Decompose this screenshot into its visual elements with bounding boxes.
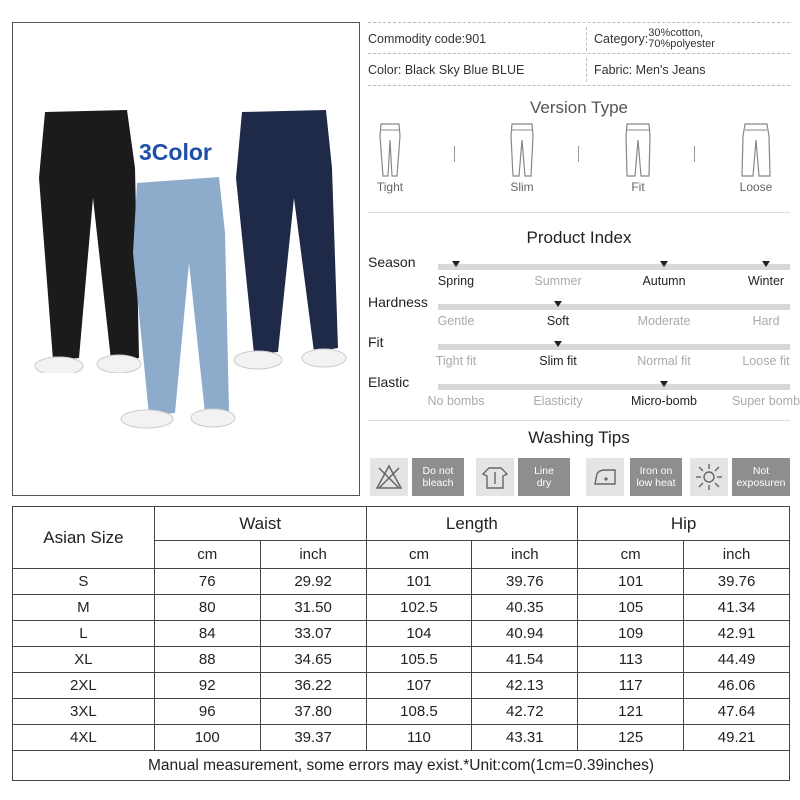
spec-row-2 <box>368 54 790 86</box>
index-marker <box>554 301 562 307</box>
spec-divider <box>586 27 587 51</box>
index-marker <box>762 261 770 267</box>
size-value: 36.22 <box>260 673 366 699</box>
index-marker <box>660 381 668 387</box>
size-value: 31.50 <box>260 595 366 621</box>
size-label: L <box>13 621 155 647</box>
wash-tip-text <box>518 458 570 496</box>
index-option: Elasticity <box>533 394 583 408</box>
index-option: Super bomb <box>731 394 800 408</box>
size-label: S <box>13 569 155 595</box>
wash-tip-line: dry <box>536 477 552 489</box>
version-tight <box>360 122 420 194</box>
size-value: 107 <box>366 673 472 699</box>
size-value: 49.21 <box>684 725 790 751</box>
size-value: 47.64 <box>684 699 790 725</box>
size-value: 42.72 <box>472 699 578 725</box>
index-option: Hard <box>752 314 780 328</box>
iron-icon <box>586 458 624 496</box>
wash-tip-line: exposuren <box>736 477 786 489</box>
version-separator <box>694 146 695 162</box>
index-marker <box>660 261 668 267</box>
asian-size-header: Asian Size <box>13 507 155 569</box>
size-table-group-row <box>13 507 790 541</box>
size-value: 101 <box>366 569 472 595</box>
size-value: 44.49 <box>684 647 790 673</box>
size-value: 40.94 <box>472 621 578 647</box>
size-value: 29.92 <box>260 569 366 595</box>
size-label: 2XL <box>13 673 155 699</box>
size-value: 102.5 <box>366 595 472 621</box>
wash-tip-line: Line <box>534 465 554 477</box>
wash-tip-line: low heat <box>636 477 676 489</box>
wash-tip-line: bleach <box>422 477 454 489</box>
size-value: 100 <box>154 725 260 751</box>
version-label: Slim <box>510 180 534 194</box>
index-option: Loose fit <box>742 354 790 368</box>
category <box>594 23 790 55</box>
fabric-spec: Fabric: Men's Jeans <box>594 63 706 77</box>
hip-header: Hip <box>578 507 790 541</box>
sky-blue-jeans-image <box>113 173 238 431</box>
index-option: Winter <box>747 274 785 288</box>
tight-jeans-icon <box>375 122 405 178</box>
index-option: Autumn <box>642 274 686 288</box>
spec-panel <box>368 22 800 496</box>
size-row <box>13 647 790 673</box>
size-table-footer-row <box>13 751 790 781</box>
section-divider <box>368 212 790 213</box>
size-label: 3XL <box>13 699 155 725</box>
line-dry-icon <box>476 458 514 496</box>
size-value: 88 <box>154 647 260 673</box>
version-label: Loose <box>739 180 773 194</box>
size-value: 76 <box>154 569 260 595</box>
unit-header: cm <box>154 541 260 569</box>
index-track <box>438 384 790 390</box>
index-track <box>438 264 790 270</box>
spec-row-1 <box>368 22 790 54</box>
size-value: 92 <box>154 673 260 699</box>
size-value: 105.5 <box>366 647 472 673</box>
index-option: Gentle <box>437 314 475 328</box>
size-value: 105 <box>578 595 684 621</box>
index-option: Normal fit <box>637 354 691 368</box>
spec-divider <box>586 58 587 82</box>
version-label: Fit <box>631 180 645 194</box>
wash-tip-text <box>630 458 682 496</box>
version-type-title: Version Type <box>530 98 628 117</box>
wash-tip-line: Do not <box>422 465 454 477</box>
size-value: 109 <box>578 621 684 647</box>
size-row <box>13 621 790 647</box>
size-value: 108.5 <box>366 699 472 725</box>
size-value: 37.80 <box>260 699 366 725</box>
length-header: Length <box>366 507 578 541</box>
version-loose <box>726 122 786 194</box>
color-spec: Color: Black Sky Blue BLUE <box>368 63 525 77</box>
no-bleach-icon <box>370 458 408 496</box>
size-value: 33.07 <box>260 621 366 647</box>
unit-header: inch <box>260 541 366 569</box>
index-option: Summer <box>534 274 582 288</box>
index-label: Season <box>368 254 416 270</box>
size-value: 41.34 <box>684 595 790 621</box>
size-value: 41.54 <box>472 647 578 673</box>
index-track <box>438 304 790 310</box>
wash-tip-text <box>732 458 790 496</box>
washing-tips-title: Washing Tips <box>528 428 630 447</box>
category-value-line-1: 30%cotton, <box>648 27 704 39</box>
commodity-code: Commodity code:901 <box>368 32 487 46</box>
waist-header: Waist <box>154 507 366 541</box>
unit-header: cm <box>578 541 684 569</box>
unit-header: cm <box>366 541 472 569</box>
index-option: No bombs <box>427 394 485 408</box>
measurement-note: Manual measurement, some errors may exist.*Unit:com(1cm=0.39inches) <box>13 751 790 781</box>
size-value: 42.13 <box>472 673 578 699</box>
fit-jeans-icon <box>623 122 653 178</box>
product-photo-panel <box>12 22 360 496</box>
size-value: 43.31 <box>472 725 578 751</box>
size-value: 101 <box>578 569 684 595</box>
size-row <box>13 595 790 621</box>
index-label: Fit <box>368 334 384 350</box>
wash-tip-line: Iron on <box>639 465 673 477</box>
size-label: 4XL <box>13 725 155 751</box>
size-value: 34.65 <box>260 647 366 673</box>
unit-header: inch <box>472 541 578 569</box>
version-separator <box>454 146 455 162</box>
blue-jeans-image <box>228 108 348 373</box>
size-table <box>12 506 790 781</box>
color-count-label: 3Color <box>139 139 212 165</box>
index-marker <box>452 261 460 267</box>
category-label: Category: <box>594 32 649 46</box>
section-divider <box>368 420 790 421</box>
size-row <box>13 569 790 595</box>
size-value: 40.35 <box>472 595 578 621</box>
index-option: Micro-bomb <box>631 394 697 408</box>
size-value: 39.37 <box>260 725 366 751</box>
size-row <box>13 673 790 699</box>
index-option: Spring <box>437 274 475 288</box>
version-slim <box>492 122 552 194</box>
size-row <box>13 699 790 725</box>
unit-header: inch <box>684 541 790 569</box>
version-label: Tight <box>376 180 404 194</box>
size-value: 46.06 <box>684 673 790 699</box>
slim-jeans-icon <box>507 122 537 178</box>
size-value: 113 <box>578 647 684 673</box>
wash-tip-text <box>412 458 464 496</box>
size-value: 96 <box>154 699 260 725</box>
size-value: 84 <box>154 621 260 647</box>
size-value: 42.91 <box>684 621 790 647</box>
size-value: 117 <box>578 673 684 699</box>
size-value: 39.76 <box>472 569 578 595</box>
size-value: 80 <box>154 595 260 621</box>
index-label: Elastic <box>368 374 410 390</box>
product-index-title: Product Index <box>526 228 632 247</box>
size-value: 110 <box>366 725 472 751</box>
size-value: 121 <box>578 699 684 725</box>
version-separator <box>578 146 579 162</box>
size-value: 104 <box>366 621 472 647</box>
size-value: 125 <box>578 725 684 751</box>
size-row <box>13 725 790 751</box>
category-value <box>648 28 715 50</box>
size-value: 39.76 <box>684 569 790 595</box>
index-track <box>438 344 790 350</box>
index-label: Hardness <box>368 294 428 310</box>
size-label: XL <box>13 647 155 673</box>
size-label: M <box>13 595 155 621</box>
index-option: Slim fit <box>539 354 577 368</box>
category-value-line-2: 70%polyester <box>648 38 715 50</box>
index-option: Soft <box>546 314 570 328</box>
loose-jeans-icon <box>741 122 771 178</box>
index-option: Moderate <box>637 314 691 328</box>
no-sun-icon <box>690 458 728 496</box>
wash-tip-line: Not <box>752 465 770 477</box>
index-marker <box>554 341 562 347</box>
index-option: Tight fit <box>435 354 477 368</box>
version-fit <box>608 122 668 194</box>
